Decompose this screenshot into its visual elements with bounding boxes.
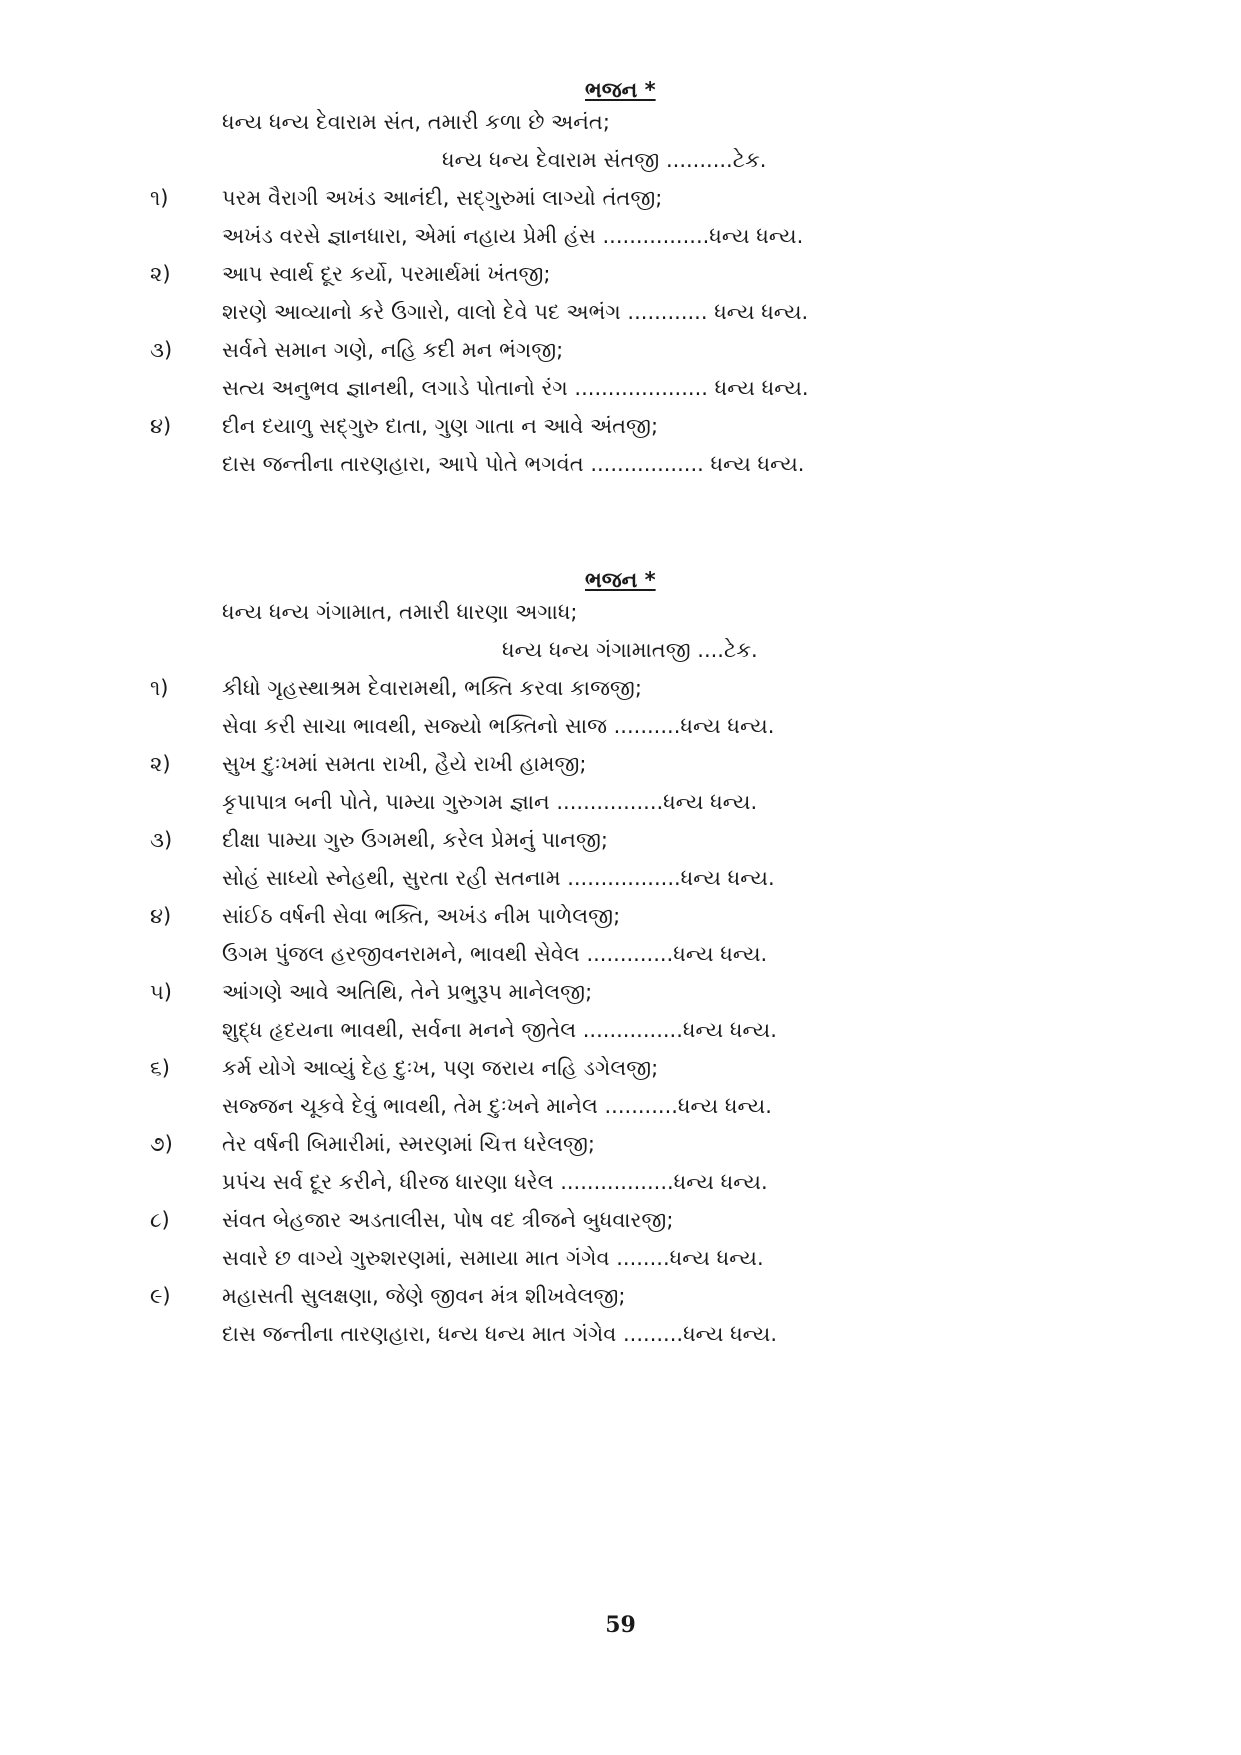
verse-line: દાસ જન્તીના તારણહારા, આપે પોતે ભગવંત ................. ધન્ય ધન્ય. (222, 452, 805, 476)
verse-line: સેવા કરી સાચા ભાવથી, સજ્યો ભક્તિનો સાજ ..........ધન્ય ધન્ય. (222, 714, 775, 738)
verse-number: ૩) (150, 338, 173, 362)
verse-line: સુખ દુઃખમાં સમતા રાખી, હૈયે રાખી હામજી; (222, 752, 587, 776)
bhajan-refrain: ધન્ય ધન્ય દેવારામ સંતજી ..........ટેક. (442, 148, 767, 172)
verse-line: કર્મ યોગે આવ્યું દેહ દુઃખ, પણ જરાય નહિ ડગેલજી; (222, 1056, 659, 1080)
page-number: 59 (605, 1612, 636, 1638)
verse-number: ૧) (150, 676, 169, 700)
verse-line: શરણે આવ્યાનો કરે ઉગારો, વાલો દેવે પદ અભંગ ............ ધન્ય ધન્ય. (222, 300, 809, 324)
verse-line: તેર વર્ષની બિમારીમાં, સ્મરણમાં ચિત્ત ધરેલજી; (222, 1132, 595, 1156)
verse-number: ૮) (150, 1208, 170, 1232)
verse-line: સાંઈઠ વર્ષની સેવા ભક્તિ, અખંડ નીમ પાળેલજી; (222, 904, 621, 928)
bhajan-refrain: ધન્ય ધન્ય ગંગામાતજી ....ટેક. (502, 638, 758, 662)
verse-line: સંવત બેહજાર અડતાલીસ, પોષ વદ ત્રીજને બુધવારજી; (222, 1208, 674, 1232)
verse-line: પ્રપંચ સર્વ દૂર કરીને, ધીરજ ધારણા ધરેલ .................ધન્ય ધન્ય. (222, 1170, 768, 1194)
verse-line: ઉગમ પુંજલ હરજીવનરામને, ભાવથી સેવેલ .............ધન્ય ધન્ય. (222, 942, 768, 966)
verse-line: શુદ્ધ હૃદયના ભાવથી, સર્વના મનને જીતેલ ...............ધન્ય ધન્ય. (222, 1018, 777, 1042)
verse-number: ૨) (150, 752, 171, 776)
verse-line: આંગણે આવે અતિથિ, તેને પ્રભુરૂપ માનેલજી; (222, 980, 593, 1004)
verse-line: દાસ જન્તીના તારણહારા, ધન્ય ધન્ય માત ગંગેવ .........ધન્ય ધન્ય. (222, 1322, 778, 1346)
verse-number: ૯) (150, 1284, 171, 1308)
verse-line: સજ્જન ચૂકવે દેવું ભાવથી, તેમ દુઃખને માનેલ ...........ધન્ય ધન્ય. (222, 1094, 772, 1118)
verse-line: પરમ વૈરાગી અખંડ આનંદી, સદ્‌ગુરુમાં લાગ્યો તંતજી; (222, 186, 663, 210)
verse-line: કૃપાપાત્ર બની પોતે, પામ્યા ગુરુગમ જ્ઞાન ................ધન્ય ધન્ય. (222, 790, 758, 814)
verse-line: સવારે છ વાગ્યે ગુરુશરણમાં, સમાયા માત ગંગેવ ........ધન્ય ધન્ય. (222, 1246, 764, 1270)
verse-number: ૩) (150, 828, 173, 852)
verse-line: આપ સ્વાર્થ દૂર કર્યો, પરમાર્થમાં ખંતજી; (222, 262, 551, 286)
verse-line: સત્ય અનુભવ જ્ઞાનથી, લગાડે પોતાનો રંગ .................... ધન્ય ધન્ય. (222, 376, 809, 400)
verse-line: અખંડ વરસે જ્ઞાનધારા, એમાં નહાય પ્રેમી હંસ ................ધન્ય ધન્ય. (222, 224, 804, 248)
bhajan-intro: ધન્ય ધન્ય દેવારામ સંત, તમારી કળા છે અનંત; (222, 110, 610, 134)
verse-line: સર્વને સમાન ગણે, નહિ કદી મન ભંગજી; (222, 338, 564, 362)
verse-number: ૬) (150, 1056, 170, 1080)
verse-line: દીક્ષા પામ્યા ગુરુ ઉગમથી, કરેલ પ્રેમનું પાનજી; (222, 828, 608, 852)
verse-number: ૫) (150, 980, 172, 1004)
bhajan-title: ભજન * (585, 568, 656, 592)
verse-number: ૪) (150, 414, 172, 438)
verse-number: ૧) (150, 186, 169, 210)
verse-number: ૨) (150, 262, 171, 286)
bhajan-intro: ધન્ય ધન્ય ગંગામાત, તમારી ધારણા અગાધ; (222, 600, 578, 624)
verse-line: મહાસતી સુલક્ષણા, જેણે જીવન મંત્ર શીખવેલજી; (222, 1284, 626, 1308)
verse-line: સોહં સાધ્યો સ્નેહથી, સુરતા રહી સતનામ .................ધન્ય ધન્ય. (222, 866, 775, 890)
bhajan-title: ભજન * (585, 78, 656, 102)
verse-line: દીન દયાળુ સદ્‌ગુરુ દાતા, ગુણ ગાતા ન આવે અંતજી; (222, 414, 659, 438)
verse-number: ૭) (150, 1132, 173, 1156)
verse-line: કીધો ગૃહસ્થાશ્રમ દેવારામથી, ભક્તિ કરવા કાજજી; (222, 676, 642, 700)
verse-number: ૪) (150, 904, 172, 928)
